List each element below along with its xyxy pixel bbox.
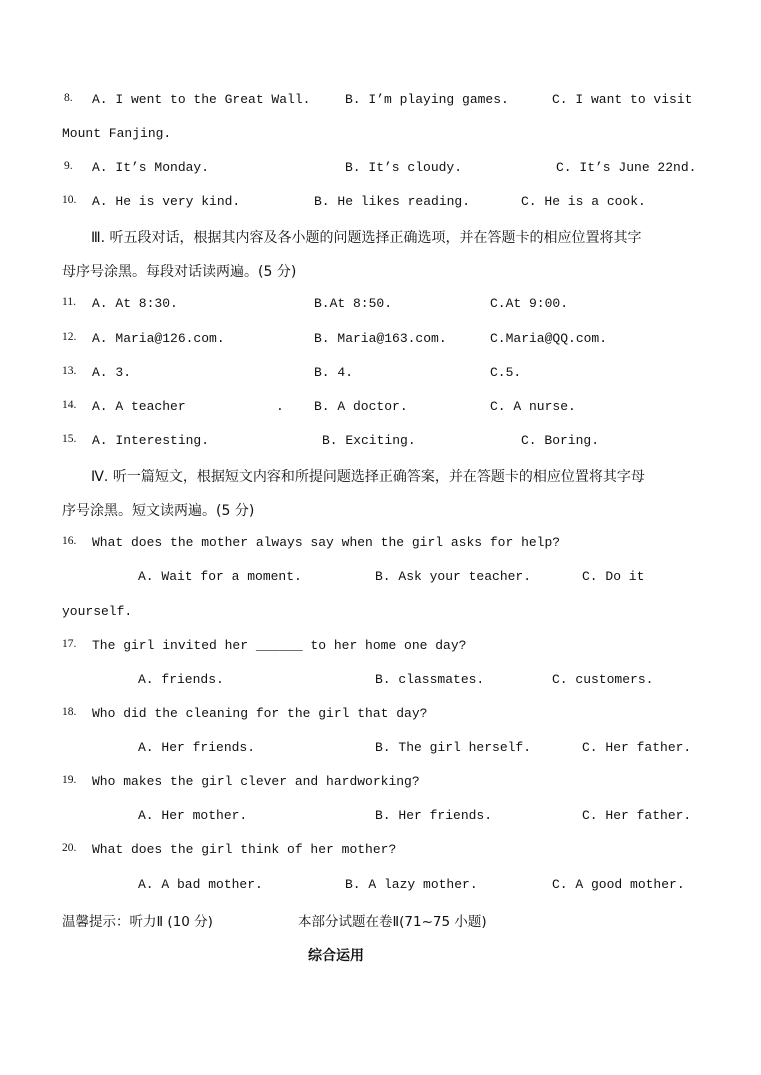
option-b: B. A lazy mother. bbox=[345, 877, 478, 892]
option-c: C. Boring. bbox=[521, 433, 600, 448]
tip-label: 温馨提示：听力Ⅱ (10 分) bbox=[62, 914, 213, 930]
option-b: B. I’m playing games. bbox=[345, 92, 509, 107]
option-a: A. Her friends. bbox=[138, 740, 256, 755]
option-b: B. Ask your teacher. bbox=[375, 569, 532, 584]
question-text: Who did the cleaning for the girl that day? bbox=[92, 706, 428, 721]
stray-period: . bbox=[276, 399, 284, 414]
question-number: 18. bbox=[62, 706, 77, 718]
question-number: 9. bbox=[64, 160, 73, 172]
option-c: C. A nurse. bbox=[490, 399, 576, 414]
option-b: B.At 8:50. bbox=[314, 296, 393, 311]
option-c-continued: Mount Fanjing. bbox=[62, 126, 172, 141]
option-c: C. Her father. bbox=[582, 808, 692, 823]
instruction-line-2: 序号涂黑。短文读两遍。(5 分) bbox=[62, 503, 255, 519]
option-c: C. Her father. bbox=[582, 740, 692, 755]
option-a: A. Interesting. bbox=[92, 433, 210, 448]
option-a: A. A teacher bbox=[92, 399, 186, 414]
option-a: A. He is very kind. bbox=[92, 194, 241, 209]
section-heading: 综合运用 bbox=[308, 948, 364, 964]
option-c: C. He is a cook. bbox=[521, 194, 646, 209]
instruction-line-2: 母序号涂黑。每段对话读两遍。(5 分) bbox=[62, 264, 297, 280]
instruction-line-1: Ⅳ. 听一篇短文，根据短文内容和所提问题选择正确答案，并在答题卡的相应位置将其字母 bbox=[91, 469, 645, 485]
question-number: 19. bbox=[62, 774, 77, 786]
question-number: 14. bbox=[62, 399, 77, 411]
option-c: C.Maria@QQ.com. bbox=[490, 331, 608, 346]
question-text: Who makes the girl clever and hardworking? bbox=[92, 774, 420, 789]
option-c: C. A good mother. bbox=[552, 877, 685, 892]
question-number: 15. bbox=[62, 433, 77, 445]
question-number: 13. bbox=[62, 365, 77, 377]
option-c: C.At 9:00. bbox=[490, 296, 569, 311]
question-text: What does the mother always say when the girl asks for help? bbox=[92, 535, 561, 550]
question-number: 10. bbox=[62, 194, 77, 206]
option-a: A. It’s Monday. bbox=[92, 160, 210, 175]
question-number: 8. bbox=[64, 92, 73, 104]
option-b: B. He likes reading. bbox=[314, 194, 471, 209]
option-b: B. Maria@163.com. bbox=[314, 331, 447, 346]
option-b: B. The girl herself. bbox=[375, 740, 532, 755]
question-text: The girl invited her ______ to her home one day? bbox=[92, 638, 467, 653]
option-a: A. Maria@126.com. bbox=[92, 331, 225, 346]
option-c: C.5. bbox=[490, 365, 522, 380]
option-b: B. A doctor. bbox=[314, 399, 408, 414]
option-a: A. A bad mother. bbox=[138, 877, 263, 892]
option-b: B. classmates. bbox=[375, 672, 485, 687]
question-number: 12. bbox=[62, 331, 77, 343]
option-c-continued: yourself. bbox=[62, 604, 133, 619]
option-a: A. At 8:30. bbox=[92, 296, 178, 311]
option-b: B. Her friends. bbox=[375, 808, 493, 823]
option-a: A. 3. bbox=[92, 365, 132, 380]
option-a: A. Her mother. bbox=[138, 808, 248, 823]
option-c: C. customers. bbox=[552, 672, 654, 687]
question-text: What does the girl think of her mother? bbox=[92, 842, 397, 857]
tip-text: 本部分试题在卷Ⅱ(71~75 小题) bbox=[298, 914, 487, 930]
option-a: A. Wait for a moment. bbox=[138, 569, 302, 584]
question-number: 20. bbox=[62, 842, 77, 854]
option-c: C. It’s June 22nd. bbox=[556, 160, 697, 175]
instruction-line-1: Ⅲ. 听五段对话，根据其内容及各小题的问题选择正确选项，并在答题卡的相应位置将其字 bbox=[91, 230, 642, 246]
option-c: C. Do it bbox=[582, 569, 645, 584]
option-a: A. friends. bbox=[138, 672, 224, 687]
option-b: B. 4. bbox=[314, 365, 354, 380]
option-a: A. I went to the Great Wall. bbox=[92, 92, 311, 107]
question-number: 16. bbox=[62, 535, 77, 547]
option-b: B. Exciting. bbox=[322, 433, 416, 448]
option-c: C. I want to visit bbox=[552, 92, 693, 107]
question-number: 17. bbox=[62, 638, 77, 650]
option-b: B. It’s cloudy. bbox=[345, 160, 463, 175]
question-number: 11. bbox=[62, 296, 76, 308]
